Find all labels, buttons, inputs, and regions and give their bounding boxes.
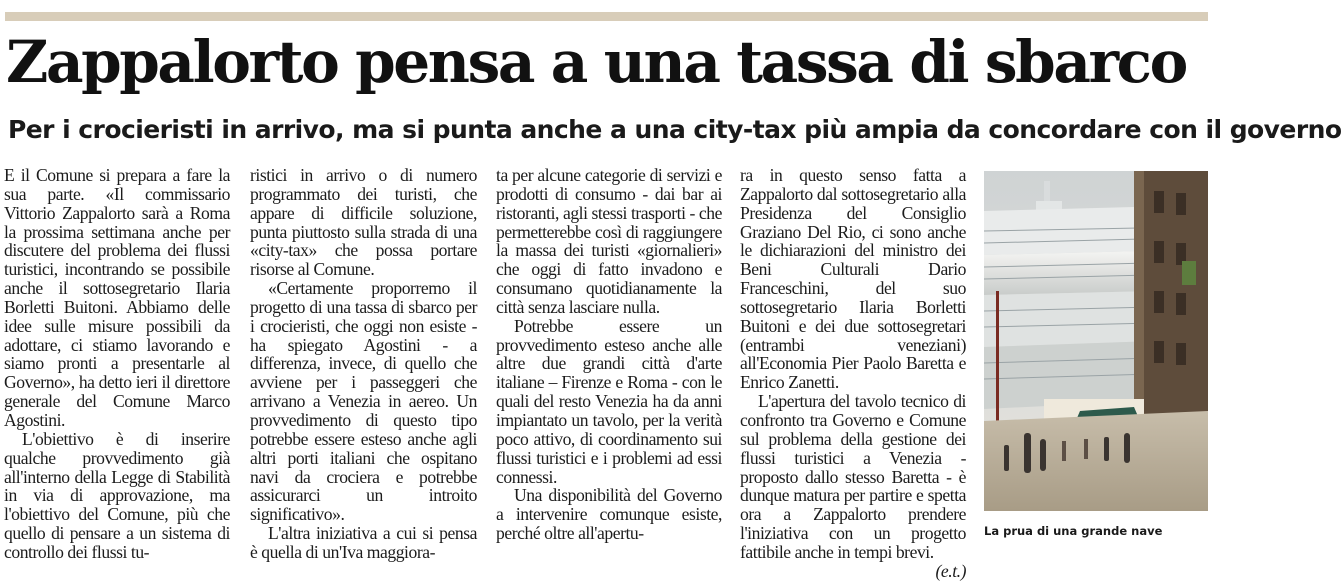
- headline: Zappalorto pensa a una tassa di sbarco: [6, 28, 1186, 96]
- paragraph: L'altra iniziativa a cui si pensa è quella di un'Iva maggiora-: [250, 523, 477, 562]
- paragraph: [740, 391, 966, 581]
- article-column-1: [4, 165, 230, 562]
- cruise-ship-photo: [984, 171, 1208, 511]
- article-column-4: [740, 165, 966, 581]
- paragraph-text: L'apertura del tavolo tecnico di confronto tra Governo e Comune sul problema della gestione dei flussi turistici a Venezia - proposto dallo stesso Baretta - è dunque matura per partire e spetta ora a Zappalorto prendere l'iniziativa con un progetto fattibile anche in tempi brevi.: [740, 391, 966, 562]
- paragraph: ristici in arrivo o di numero programmato dei turisti, che appare di difficile soluzione, punta piuttosto sulla strada di una «city-tax» che possa portare risorse al Comune.: [250, 165, 477, 280]
- paragraph: L'obiettivo è di inserire qualche provvedimento già all'interno della Legge di Stabilità in via di approvazione, ma l'obiettivo del Comune, più che quello di pensare a un sistema di controllo dei flussi tu-: [4, 428, 230, 562]
- article-column-3: [496, 166, 722, 544]
- photo-caption: La prua di una grande nave: [984, 524, 1163, 538]
- paragraph: ra in questo senso fatta a Zappalorto dal sottosegretario alla Presidenza del Consiglio Graziano Del Rio, ci sono anche le dichiarazioni del ministro dei Beni Culturali Dario Franceschini, del suo sottosegretario Ilaria Borletti Buitoni e dei due sottosegretari (entrambi veneziani) all'Economia Pier Paolo Baretta e Enrico Zanetti.: [740, 165, 966, 393]
- paragraph: «Certamente proporremo il progetto di una tassa di sbarco per i crocieristi, che oggi non esiste - ha spiegato Agostini - a differenza, invece, di quello che avviene per i passeggeri che arrivano a Venezia in aereo. Un provvedimento di questo tipo potrebbe essere esteso anche agli altri porti italiani che ospitano navi da crociera e potrebbe assicurarci un introito significativo».: [250, 278, 477, 525]
- paragraph: Una disponibilità del Governo a intervenire comunque esiste, perché oltre all'apertu-: [496, 485, 722, 544]
- paragraph: E il Comune si prepara a fare la sua parte. «Il commissario Vittorio Zappalorto sarà a Roma la prossima settimana anche per discutere del problema dei flussi turistici, incontrando se possibile anche il sottosegretario Ilaria Borletti Buitoni. Abbiamo delle idee sulle misure possibili da adottare, ci stiamo lavorando e siamo pronti a presentarle al Governo», ha detto ieri il direttore generale del Comune Marco Agostini.: [4, 165, 230, 430]
- author-signature: (e.t.): [935, 560, 966, 581]
- top-rule: [5, 12, 1208, 21]
- paragraph: ta per alcune categorie di servizi e prodotti di consumo - dai bar ai ristoranti, agli stessi trasporti - che permetterebbe così di raggiungere la massa dei turisti «giornalieri» che oggi di fatto invadono e consumano quotidianamente la città senza lasciare nulla.: [496, 165, 722, 317]
- paragraph: Potrebbe essere un provvedimento esteso anche alle altre due grandi città d'arte italiane – Firenze e Roma - con le quali del resto Venezia ha da anni impiantato un tavolo, per la verità poco attivo, di coordinamento sui flussi turistici e i problemi ad essi connessi.: [496, 315, 722, 487]
- subtitle: Per i crocieristi in arrivo, ma si punta anche a una city-tax più ampia da concordare con il governo: [8, 115, 1341, 144]
- article-column-2: [250, 165, 477, 562]
